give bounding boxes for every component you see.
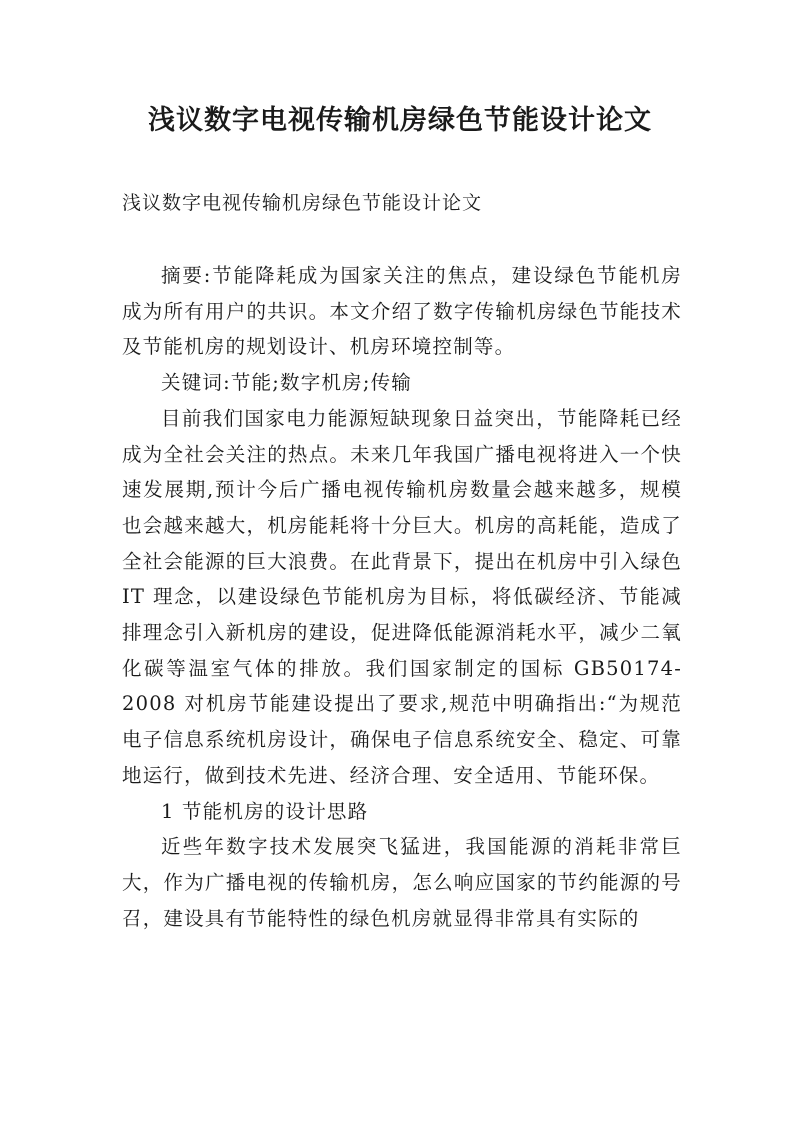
section-heading: 1 节能机房的设计思路 bbox=[161, 799, 369, 823]
document-subtitle: 浅议数字电视传输机房绿色节能设计论文 bbox=[122, 192, 483, 214]
document-body bbox=[122, 258, 682, 936]
section-paragraph: 近些年数字技术发展突飞猛进，我国能源的消耗非常巨大，作为广播电视的传输机房，怎么响应国家的节约能源的号召，建设具有节能特性的绿色机房就显得非常具有实际的 bbox=[122, 835, 682, 930]
intro-paragraph: 目前我们国家电力能源短缺现象日益突出，节能降耗已经成为全社会关注的热点。未来几年我国广播电视将进入一个快速发展期,预计今后广播电视传输机房数量会越来越多，规模也会越来越大，机房能耗将十分巨大。机房的高耗能，造成了全社会能源的巨大浪费。在此背景下，提出在机房中引入绿色 IT 理念，以建设绿色节能机房为目标，将低碳经济、节能减排理念引入新机房的建设，促进降低能源消耗水平，减少二氧化碳等温室气体的排放。我们国家制定的国标 GB50174-2008 对机房节能建设提出了要求,规范中明确指出:“为规范电子信息系统机房设计，确保电子信息系统安全、稳定、可靠地运行，做到技术先进、经济合理、安全适用、节能环保。 bbox=[122, 406, 682, 787]
keywords-paragraph: 关键词:节能;数字机房;传输 bbox=[161, 371, 413, 395]
document-title: 浅议数字电视传输机房绿色节能设计论文 bbox=[148, 105, 652, 136]
abstract-paragraph: 摘要:节能降耗成为国家关注的焦点，建设绿色节能机房成为所有用户的共识。本文介绍了数字传输机房绿色节能技术及节能机房的规划设计、机房环境控制等。 bbox=[122, 264, 682, 359]
